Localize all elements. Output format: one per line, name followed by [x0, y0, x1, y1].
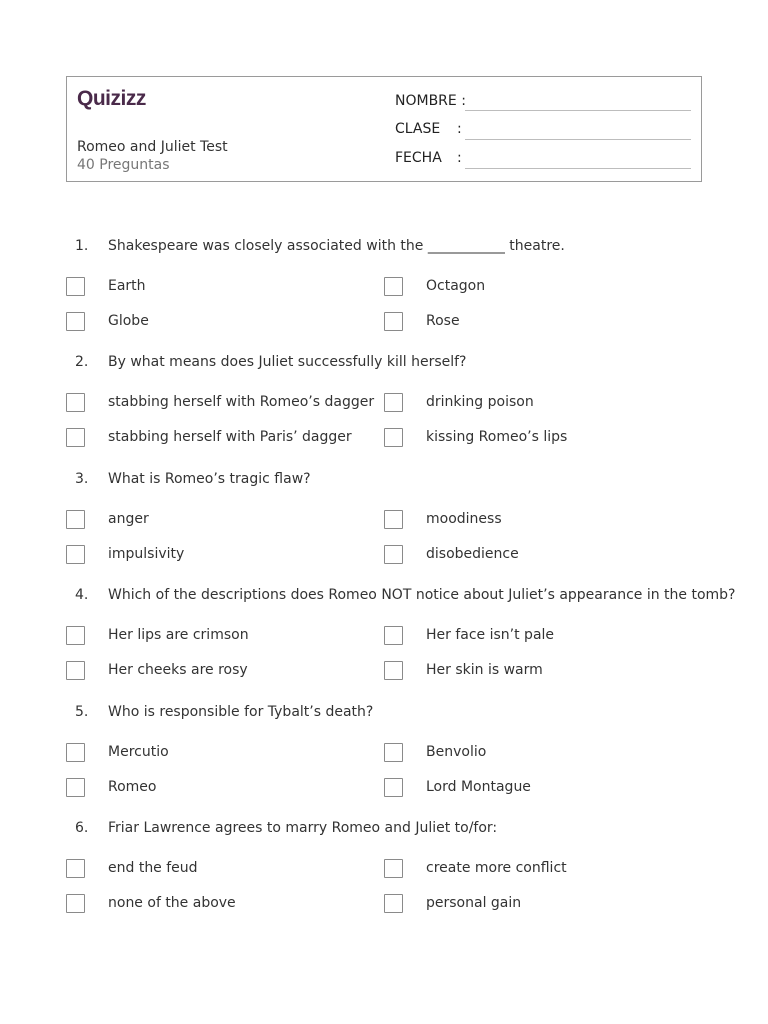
option-label: stabbing herself with Paris’ dagger — [108, 429, 352, 445]
option-checkbox[interactable] — [66, 778, 85, 797]
option-checkbox[interactable] — [384, 393, 403, 412]
question-text: Shakespeare was closely associated with the ___________ theatre. — [108, 238, 565, 254]
option-checkbox[interactable] — [384, 626, 403, 645]
option-checkbox[interactable] — [66, 277, 85, 296]
question-text: By what means does Juliet successfully kill herself? — [108, 354, 467, 370]
option-checkbox[interactable] — [66, 661, 85, 680]
question-count: 40 Preguntas — [77, 157, 170, 173]
option-checkbox[interactable] — [384, 859, 403, 878]
test-title: Romeo and Juliet Test — [77, 139, 228, 155]
question-number: 6. — [75, 820, 89, 836]
option-checkbox[interactable] — [66, 545, 85, 564]
class-field[interactable] — [465, 139, 691, 140]
option-checkbox[interactable] — [384, 277, 403, 296]
option-checkbox[interactable] — [66, 743, 85, 762]
option-checkbox[interactable] — [384, 894, 403, 913]
option-label: anger — [108, 511, 149, 527]
option-label: Her face isn’t pale — [426, 627, 555, 643]
quizizz-logo — [77, 86, 159, 110]
option-label: kissing Romeo’s lips — [426, 429, 568, 445]
option-checkbox[interactable] — [384, 778, 403, 797]
option-label: stabbing herself with Romeo’s dagger — [108, 394, 375, 410]
option-checkbox[interactable] — [384, 743, 403, 762]
class-colon: : — [457, 121, 462, 137]
option-label: Mercutio — [108, 744, 169, 760]
option-label: Her cheeks are rosy — [108, 662, 248, 678]
option-checkbox[interactable] — [66, 859, 85, 878]
worksheet-header — [66, 76, 702, 182]
question-number: 5. — [75, 704, 89, 720]
option-label: Rose — [426, 313, 460, 329]
option-checkbox[interactable] — [384, 545, 403, 564]
class-label: CLASE — [395, 121, 441, 137]
option-label: Romeo — [108, 779, 157, 795]
option-label: Her skin is warm — [426, 662, 543, 678]
option-checkbox[interactable] — [66, 393, 85, 412]
question-number: 3. — [75, 471, 89, 487]
option-checkbox[interactable] — [384, 661, 403, 680]
option-checkbox[interactable] — [384, 510, 403, 529]
question-text: What is Romeo’s tragic flaw? — [108, 471, 311, 487]
option-label: create more conflict — [426, 860, 567, 876]
option-checkbox[interactable] — [384, 312, 403, 331]
question-number: 1. — [75, 238, 89, 254]
date-field[interactable] — [465, 168, 691, 169]
option-label: end the feud — [108, 860, 198, 876]
option-label: personal gain — [426, 895, 522, 911]
option-label: disobedience — [426, 546, 519, 562]
option-checkbox[interactable] — [66, 428, 85, 447]
option-label: Benvolio — [426, 744, 487, 760]
option-label: none of the above — [108, 895, 236, 911]
date-colon: : — [457, 150, 462, 166]
question-text: Which of the descriptions does Romeo NOT notice about Juliet’s appearance in the tomb? — [108, 587, 736, 603]
option-label: Earth — [108, 278, 146, 294]
question-text: Who is responsible for Tybalt’s death? — [108, 704, 374, 720]
option-checkbox[interactable] — [66, 312, 85, 331]
question-number: 2. — [75, 354, 89, 370]
option-label: Her lips are crimson — [108, 627, 249, 643]
option-label: impulsivity — [108, 546, 185, 562]
question-number: 4. — [75, 587, 89, 603]
option-checkbox[interactable] — [66, 894, 85, 913]
svg-text:Quizizz: Quizizz — [77, 87, 146, 110]
name-field[interactable] — [465, 110, 691, 111]
question-text: Friar Lawrence agrees to marry Romeo and Juliet to/for: — [108, 820, 498, 836]
option-checkbox[interactable] — [66, 626, 85, 645]
option-label: Octagon — [426, 278, 486, 294]
date-label: FECHA — [395, 150, 442, 166]
option-label: Globe — [108, 313, 149, 329]
option-checkbox[interactable] — [66, 510, 85, 529]
option-checkbox[interactable] — [384, 428, 403, 447]
option-label: drinking poison — [426, 394, 534, 410]
option-label: Lord Montague — [426, 779, 531, 795]
name-label: NOMBRE : — [395, 93, 466, 109]
option-label: moodiness — [426, 511, 502, 527]
